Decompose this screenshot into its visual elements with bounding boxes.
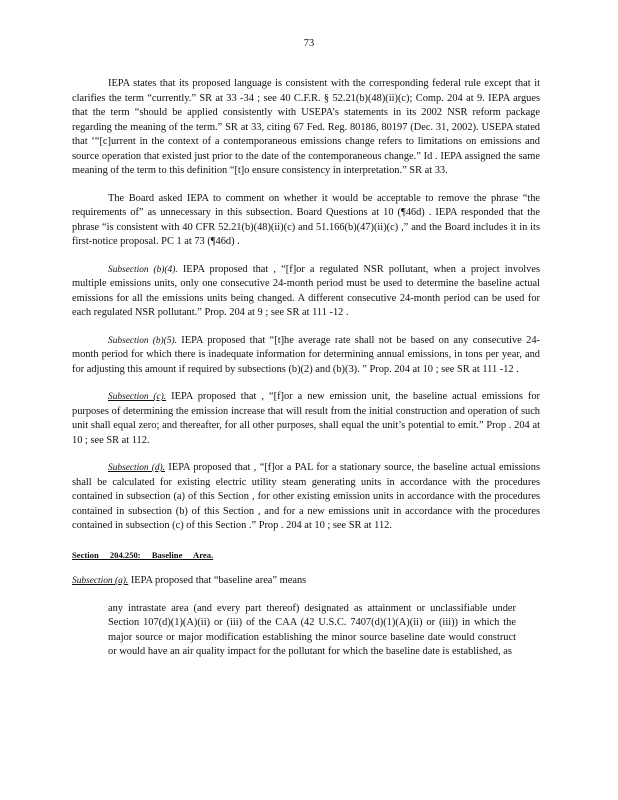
subsection-c-text: IEPA proposed that , “[f]or a new emission unit, the baseline actual emissions for purposes of determining the emission increase that will result from the initial construction and operation of such unit shall equal zero; and thereafter, for all other purposes, shall equal the unit’s potential to emit.” Prop . 204 at 10 ; see SR at 112. [72, 391, 540, 446]
paragraph-subsection-b4 [72, 263, 540, 321]
paragraph-subsection-c [72, 390, 540, 448]
page-body [72, 77, 540, 673]
subsection-b5-text: IEPA proposed that “[t]he average rate shall not be based on any consecutive 24-month period for which there is inadequate information for determining annual emissions, in tons per year, and for adjusting this amount if required by subsections (b)(2) and (b)(3). ” Prop. 204 at 10 ; see SR at 111 -12 . [72, 334, 540, 375]
paragraph-currently-clarification: IEPA states that its proposed language is consistent with the corresponding federal rule except that it clarifies the term “currently.” SR at 33 -34 ; see 40 C.F.R. § 52.21(b)(48)(ii)(c); Comp. 204 at 9. IEPA argues that the term “should be applied consistently with USEPA’s statements in its 2002 NSR reform package regarding the meaning of the term.” SR at 33, citing 67 Fed. Reg. 80186, 80197 (Dec. 31, 2002). USEPA stated that ‘“[c]urrent in the context of a contemporaneous emissions change refers to limitations on emissions and source operation that existed just prior to the date of the contemporaneous change.” Id . IEPA assigned the same meaning of the term to this definition “[t]o ensure consistency in interpretation.” SR at 33. [72, 78, 540, 176]
paragraph-subsection-b5 [72, 334, 540, 378]
paragraph-subsection-a [72, 574, 540, 589]
subsection-b4-heading: Subsection (b)(4). [108, 264, 178, 275]
page-number: 73 [303, 38, 315, 49]
paragraph-subsection-d [72, 461, 540, 534]
subsection-b5-heading: Subsection (b)(5). [108, 335, 177, 346]
subsection-b4-text: IEPA proposed that , “[f]or a regulated NSR pollutant, when a project involves multiple emissions units, only one consecutive 24-month period must be used to determine the baseline actual emissions for all the emissions units being changed. A different consecutive 24-month period can be used for each regulated NSR pollutant.” Prop. 204 at 9 ; see SR at 111 -12 . [72, 263, 540, 318]
subsection-d-heading: Subsection (d). [108, 463, 166, 473]
paragraph-board-question: The Board asked IEPA to comment on whether it would be acceptable to remove the phrase “the requirements of” as unnecessary in this subsection. Board Questions at 10 (¶46d) . IEPA responded that the phrase “is consistent with 40 CFR 52.21(b)(48)(ii)(c) and 51.166(b)(47)(ii)(c) ,” and the Board includes it in its first-notice proposal. PC 1 at 73 (¶46d) . [72, 192, 540, 247]
subsection-a-text: IEPA proposed that “baseline area” means [128, 575, 307, 586]
block-quote-baseline-area: any intrastate area (and every part thereof) designated as attainment or unclassifiable under Section 107(d)(1)(A)(ii) or (iii) of the CAA (42 U.S.C. 7407(d)(1)(A)(ii) or (iii)) in which the major source or major modification establishing the minor source baseline date would construct or would have an air quality impact for the pollutant for which the baseline date is established, as [108, 602, 516, 657]
subsection-a-heading: Subsection (a). [72, 576, 129, 586]
section-heading-baseline-area: Section 204.250: Baseline Area. [72, 549, 214, 560]
subsection-d-text: IEPA proposed that , “[f]or a PAL for a stationary source, the baseline actual emissions shall be calculated for existing electric utility steam generating units in accordance with the procedures contained in subsection (a) of this Section , for other existing emission units in accordance with the procedures contained in subsection (b) of this Section , and for a new emissions unit in accordance with the procedures contained in subsection (c) of this Section .” Prop . 204 at 10 ; see SR at 112. [72, 462, 540, 531]
subsection-c-heading: Subsection (c). [108, 392, 167, 402]
